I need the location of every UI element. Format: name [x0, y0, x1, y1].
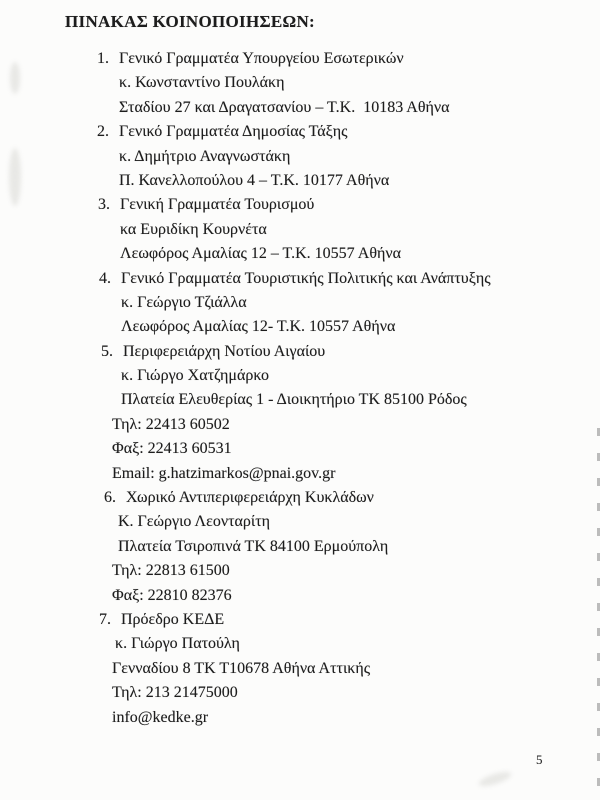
recipient-line: Γενναδίου 8 ΤΚ Τ10678 Αθήνα Αττικής — [112, 659, 371, 677]
recipient-line: Πλατεία Τσιροπινά ΤΚ 84100 Ερμούπολη — [118, 537, 389, 555]
scan-artifact-smudge — [477, 769, 512, 789]
recipient-item — [0, 267, 600, 340]
recipient-line: Τηλ: 213 21475000 — [112, 684, 238, 702]
recipient-line: Τηλ: 22813 61500 — [112, 562, 230, 580]
recipient-line: Σταδίου 27 και Δραγατσανίου – Τ.Κ. 10183 Αθήνα — [119, 98, 450, 116]
recipient-line-text: Γενικό Γραμματέα Τουριστικής Πολιτικής και Ανάπτυξης — [121, 269, 491, 287]
recipient-item — [0, 486, 600, 608]
recipient-line: Λεωφόρος Αμαλίας 12 – Τ.Κ. 10557 Αθήνα — [120, 245, 401, 263]
recipient-line-text: Χωρικό Αντιπεριφερειάρχη Κυκλάδων — [126, 489, 374, 507]
recipient-line: Τηλ: 22413 60502 — [112, 415, 230, 433]
scan-artifact-smudge — [10, 62, 20, 94]
recipient-line-text: Γενικό Γραμματέα Δημοσίας Τάξης — [119, 123, 348, 141]
recipient-line: Πλατεία Ελευθερίας 1 - Διοικητήριο ΤΚ 85100 Ρόδος — [121, 391, 467, 409]
recipient-number: 5. — [101, 342, 113, 360]
scan-artifact-smudge — [9, 148, 21, 206]
page-number: 5 — [536, 752, 543, 767]
recipient-line: κ. Γιώργο Χατζημάρκο — [121, 367, 270, 385]
recipient-line — [99, 608, 600, 632]
recipient-line — [104, 486, 600, 510]
recipient-line: info@kedke.gr — [112, 708, 209, 726]
recipient-item — [0, 608, 600, 730]
page-title: ΠΙΝΑΚΑΣ ΚΟΙΝΟΠΟΙΗΣΕΩΝ: — [65, 12, 315, 31]
recipient-item — [0, 340, 600, 486]
recipient-item — [0, 47, 600, 120]
recipient-number: 1. — [97, 50, 109, 67]
recipient-line-text: Γενικό Γραμματέα Υπουργείου Εσωτερικών — [119, 50, 404, 67]
recipient-number: 2. — [97, 123, 109, 141]
recipient-line — [99, 267, 600, 291]
recipient-line: κα Ευριδίκη Κουρνέτα — [120, 220, 267, 238]
recipient-item — [0, 120, 600, 193]
recipient-line: κ. Γιώργο Πατούλη — [115, 635, 240, 653]
recipient-line-text: Πρόεδρο ΚΕΔΕ — [121, 610, 225, 628]
recipient-line-text: Περιφερειάρχη Νοτίου Αιγαίου — [123, 342, 326, 360]
recipient-number: 4. — [99, 269, 111, 287]
recipient-line: κ. Γεώργιο Τζιάλλα — [121, 293, 247, 311]
recipient-item — [0, 193, 600, 266]
recipient-line: κ. Κωνσταντίνο Πουλάκη — [119, 74, 285, 92]
recipient-line: Φαξ: 22810 82376 — [112, 586, 232, 604]
recipient-line: Φαξ: 22413 60531 — [112, 440, 232, 458]
recipient-line: Π. Κανελλοπούλου 4 – Τ.Κ. 10177 Αθήνα — [119, 171, 390, 189]
recipient-line-text: Γενική Γραμματέα Τουρισμού — [120, 196, 315, 214]
recipient-line: κ. Δημήτριο Αναγνωστάκη — [119, 147, 291, 165]
recipient-line — [97, 47, 600, 71]
recipient-line: Email: g.hatzimarkos@pnai.gov.gr — [112, 464, 336, 482]
recipient-line — [97, 120, 600, 144]
recipient-number: 3. — [98, 196, 110, 214]
recipient-line: Κ. Γεώργιο Λεονταρίτη — [118, 513, 270, 531]
recipient-line — [98, 193, 600, 217]
recipient-number: 6. — [104, 489, 116, 507]
recipient-list — [0, 47, 600, 730]
recipient-line — [101, 340, 600, 364]
recipient-line: Λεωφόρος Αμαλίας 12- Τ.Κ. 10557 Αθήνα — [121, 318, 396, 336]
recipient-number: 7. — [99, 610, 111, 628]
